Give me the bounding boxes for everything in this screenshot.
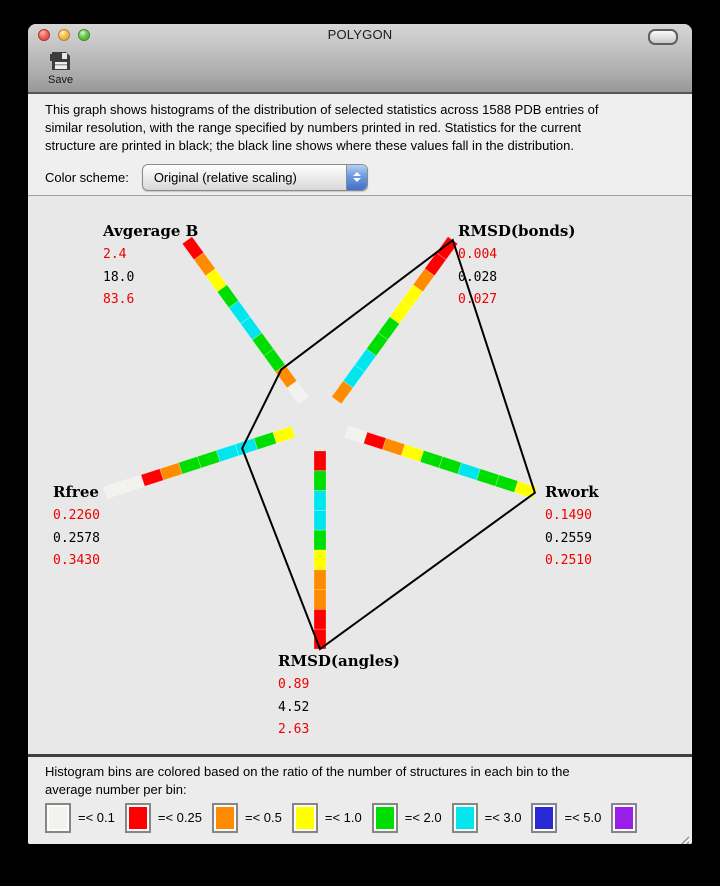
color-scheme-selected-value: Original (relative scaling) [153,169,297,185]
histogram-bin-orange [160,463,183,481]
axis-min: 0.1490 [545,508,592,523]
axis-label-block-avgerage-b [103,222,198,312]
histogram-bin-yellow [401,444,424,462]
axis-title: Rwork [545,483,599,501]
histogram-bin-green [314,471,326,491]
description-line: structure are printed in black; the black line shows where these values fall in the distribution. [45,138,574,153]
histogram-bin-cyan [314,491,326,511]
histogram-bin-yellow [273,426,296,444]
legend-swatch-blue [531,803,557,833]
legend-label: =< 0.25 [157,810,202,825]
legend-swatch-purple [611,803,637,833]
legend-row [45,803,637,833]
axis-min: 2.4 [103,247,127,262]
legend-panel [28,754,692,844]
toolbar [28,46,73,92]
description-panel [28,94,692,159]
axis-value: 18.0 [103,269,135,285]
legend-swatch-white [45,803,71,833]
axis-histogram-avgerage-b [182,237,308,404]
histogram-bin-cyan [314,510,326,530]
window-title: POLYGON [327,27,393,42]
legend-label: =< 5.0 [564,810,602,825]
legend-swatch-yellow [292,803,318,833]
axis-title: RMSD(angles) [278,652,400,670]
description-line: This graph shows histograms of the distribution of selected statistics across 1588 PDB entries of [45,102,599,117]
axis-value: 0.2559 [545,530,592,546]
axis-max: 2.63 [278,722,310,737]
axis-label-block-rwork [545,483,599,573]
histogram-bin-red [314,609,326,629]
axis-value: 0.028 [458,269,498,285]
histogram-bin-red [314,451,326,471]
popup-arrows-icon [346,165,367,190]
axis-title: RMSD(bonds) [458,222,576,240]
histogram-bin-yellow [314,550,326,570]
titlebar[interactable] [28,24,692,46]
axis-min: 0.004 [458,247,498,262]
axis-max: 83.6 [103,292,135,307]
histogram-bin-green [254,432,277,450]
axis-max: 0.2510 [545,553,592,568]
legend-label: =< 2.0 [404,810,442,825]
legend-caption-line: average number per bin: [45,782,187,797]
histogram-bin-green [420,450,443,468]
histogram-bin-cyan [216,444,239,462]
legend-swatch-green [372,803,398,833]
axis-histogram-rfree [103,426,295,499]
axis-histogram-rmsd-bonds [332,237,458,404]
axis-min: 0.89 [278,677,310,692]
axis-min: 0.2260 [53,508,100,523]
axis-label-block-rmsd-bonds [458,222,575,312]
axis-histogram-rwork [345,426,537,499]
save-icon [49,50,73,72]
legend-label: =< 1.0 [324,810,362,825]
axis-value: 0.2578 [53,530,100,546]
histogram-bin-green [197,450,220,468]
axis-title: Avgerage B [103,222,199,240]
histogram-bin-green [439,457,462,475]
axis-value: 4.52 [278,699,310,715]
histogram-bin-red [141,469,164,487]
histogram-bin-cyan [458,463,481,481]
histogram-bin-white [345,426,368,444]
histogram-bin-orange [382,438,405,456]
legend-label: =< 0.5 [244,810,282,825]
save-button-label: Save [48,74,74,86]
histogram-bin-white [103,481,126,499]
legend-label: =< 0.1 [78,810,115,825]
legend-swatch-orange [212,803,238,833]
polygon-window [28,24,692,844]
axis-max: 0.027 [458,292,498,307]
window-chrome [28,24,692,94]
histogram-bin-white [122,475,145,493]
axis-max: 0.3430 [53,553,100,568]
legend-swatch-red [125,803,151,833]
color-scheme-select[interactable] [142,164,368,191]
histogram-bin-green [477,469,500,487]
histogram-bin-green [314,530,326,550]
histogram-bin-red [364,432,387,450]
axis-label-block-rfree [53,483,100,573]
histogram-bin-orange [314,570,326,590]
resize-grip[interactable] [675,833,690,844]
save-button[interactable] [48,50,73,86]
chart-panel [28,196,692,754]
axis-label-block-rmsd-angles [278,652,400,742]
description-line: similar resolution, with the range specified by numbers printed in red. Statistics for the current [45,120,582,135]
histogram-bin-green [495,475,518,493]
legend-swatch-cyan [452,803,478,833]
legend-label: =< 3.0 [484,810,522,825]
axis-title: Rfree [53,483,99,501]
color-scheme-row [28,159,692,196]
histogram-bin-green [179,457,202,475]
color-scheme-label: Color scheme: [45,169,129,185]
legend-caption-line: Histogram bins are colored based on the ratio of the number of structures in each bin to the [45,764,570,779]
histogram-bin-orange [314,590,326,610]
axis-histogram-rmsd-angles [314,451,326,649]
toolbar-toggle-button[interactable] [648,29,678,45]
